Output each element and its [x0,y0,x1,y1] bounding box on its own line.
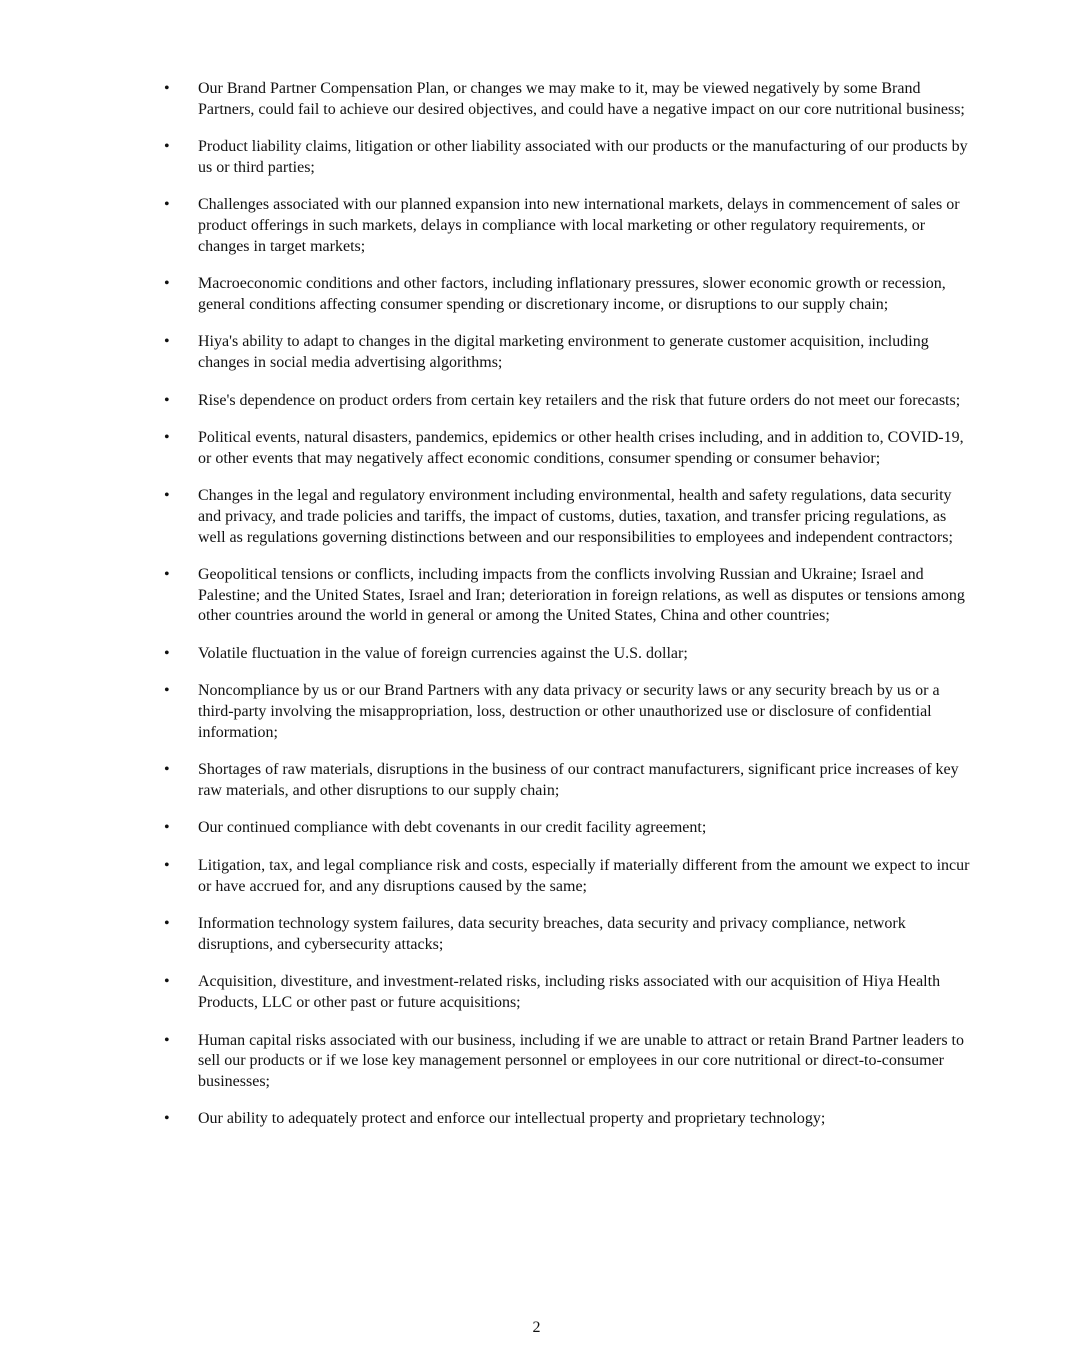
bullet-icon: • [164,80,170,97]
bullet-icon: • [164,429,170,447]
list-item-text: Human capital risks associated with our business, including if we are unable to attract or retain Brand Partner leaders to sell our products or if we lose key management personnel or employees in our core nutritional or direct-to-consumer businesses; [198,1031,964,1090]
list-item-text: Information technology system failures, data security breaches, data security and privacy compliance, network disruptions, and cybersecurity attacks; [198,915,906,953]
list-item-text: Macroeconomic conditions and other factors, including inflationary pressures, slower economic growth or recession, general conditions affecting consumer spending or discretionary income, or disruptions to our supply chain; [198,275,946,313]
list-item [164,565,974,627]
list-item-text: Volatile fluctuation in the value of foreign currencies against the U.S. dollar; [198,644,688,662]
list-item [164,644,974,665]
bullet-icon: • [164,915,170,933]
list-item-text: Geopolitical tensions or conflicts, including impacts from the conflicts involving Russian and Ukraine; Israel and Palestine; and the United States, Israel and Iran; deterioration in foreign relations, as well as disputes or tensions among other countries around the world in general or among the United States, China and other countries; [198,566,965,625]
bullet-icon: • [164,819,170,837]
bullet-icon: • [164,566,170,584]
list-item-text: Our ability to adequately protect and enforce our intellectual property and proprietary technology; [198,1110,826,1128]
list-item [164,856,974,897]
list-item-text: Changes in the legal and regulatory environment including environmental, health and safety regulations, data security and privacy, and trade policies and tariffs, the impact of customs, duties, taxation, and transfer pricing regulations, as well as regulations governing distinctions between and our responsibilities to employees and independent contractors; [198,487,953,546]
list-item [164,195,974,257]
list-item [164,914,974,955]
bullet-icon: • [164,644,170,662]
bullet-icon: • [164,857,170,875]
list-item-text: Rise's dependence on product orders from certain key retailers and the risk that future orders do not meet our forecasts; [198,391,961,409]
list-item [164,1109,974,1130]
list-item [164,760,974,801]
bullet-icon: • [164,973,170,991]
bullet-icon: • [164,1110,170,1128]
list-item [164,428,974,469]
list-item-text: Noncompliance by us or our Brand Partners with any data privacy or security laws or any security breach by us or a third-party involving the misappropriation, loss, destruction or other unauthorized use or disclosure of confidential information; [198,682,940,741]
bullet-icon: • [164,333,170,351]
list-item [164,681,974,743]
bullet-icon: • [164,1031,170,1049]
bullet-icon: • [164,391,170,409]
list-item-text: Acquisition, divestiture, and investment-related risks, including risks associated with our acquisition of Hiya Health Products, LLC or other past or future acquisitions; [198,973,941,1011]
page-number: 2 [532,1319,541,1336]
bullet-icon: • [164,196,170,214]
list-item [164,274,974,315]
list-item-text: Litigation, tax, and legal compliance risk and costs, especially if materially different from the amount we expect to incur or have accrued for, and any disruptions caused by the same; [198,857,970,895]
list-item [164,486,974,548]
list-item [164,972,974,1013]
list-item [164,818,974,839]
list-item-text: Political events, natural disasters, pandemics, epidemics or other health crises including, and in addition to, COVID-19, or other events that may negatively affect economic conditions, consumer spending or consumer behavior; [198,429,964,467]
bullet-icon: • [164,487,170,505]
bullet-icon: • [164,275,170,293]
bullet-icon: • [164,682,170,700]
list-item [164,332,974,373]
list-item [164,391,974,412]
risk-factor-list [164,79,974,1147]
bullet-icon: • [164,138,170,156]
list-item [164,1031,974,1093]
bullet-icon: • [164,761,170,779]
list-item-text: Our continued compliance with debt covenants in our credit facility agreement; [198,819,707,837]
list-item-text: Our Brand Partner Compensation Plan, or changes we may make to it, may be viewed negatively by some Brand Partners, could fail to achieve our desired objectives, and could have a negative impact on our core nutritional business; [198,80,965,118]
list-item [164,137,974,178]
list-item-text: Challenges associated with our planned expansion into new international markets, delays in commencement of sales or product offerings in such markets, delays in compliance with local marketing or other regulatory requirements, or changes in target markets; [198,196,960,255]
list-item-text: Product liability claims, litigation or other liability associated with our products or the manufacturing of our products by us or third parties; [198,138,968,176]
list-item [164,79,974,120]
list-item-text: Hiya's ability to adapt to changes in the digital marketing environment to generate customer acquisition, including changes in social media advertising algorithms; [198,333,929,371]
list-item-text: Shortages of raw materials, disruptions in the business of our contract manufacturers, significant price increases of key raw materials, and other disruptions to our supply chain; [198,761,959,799]
